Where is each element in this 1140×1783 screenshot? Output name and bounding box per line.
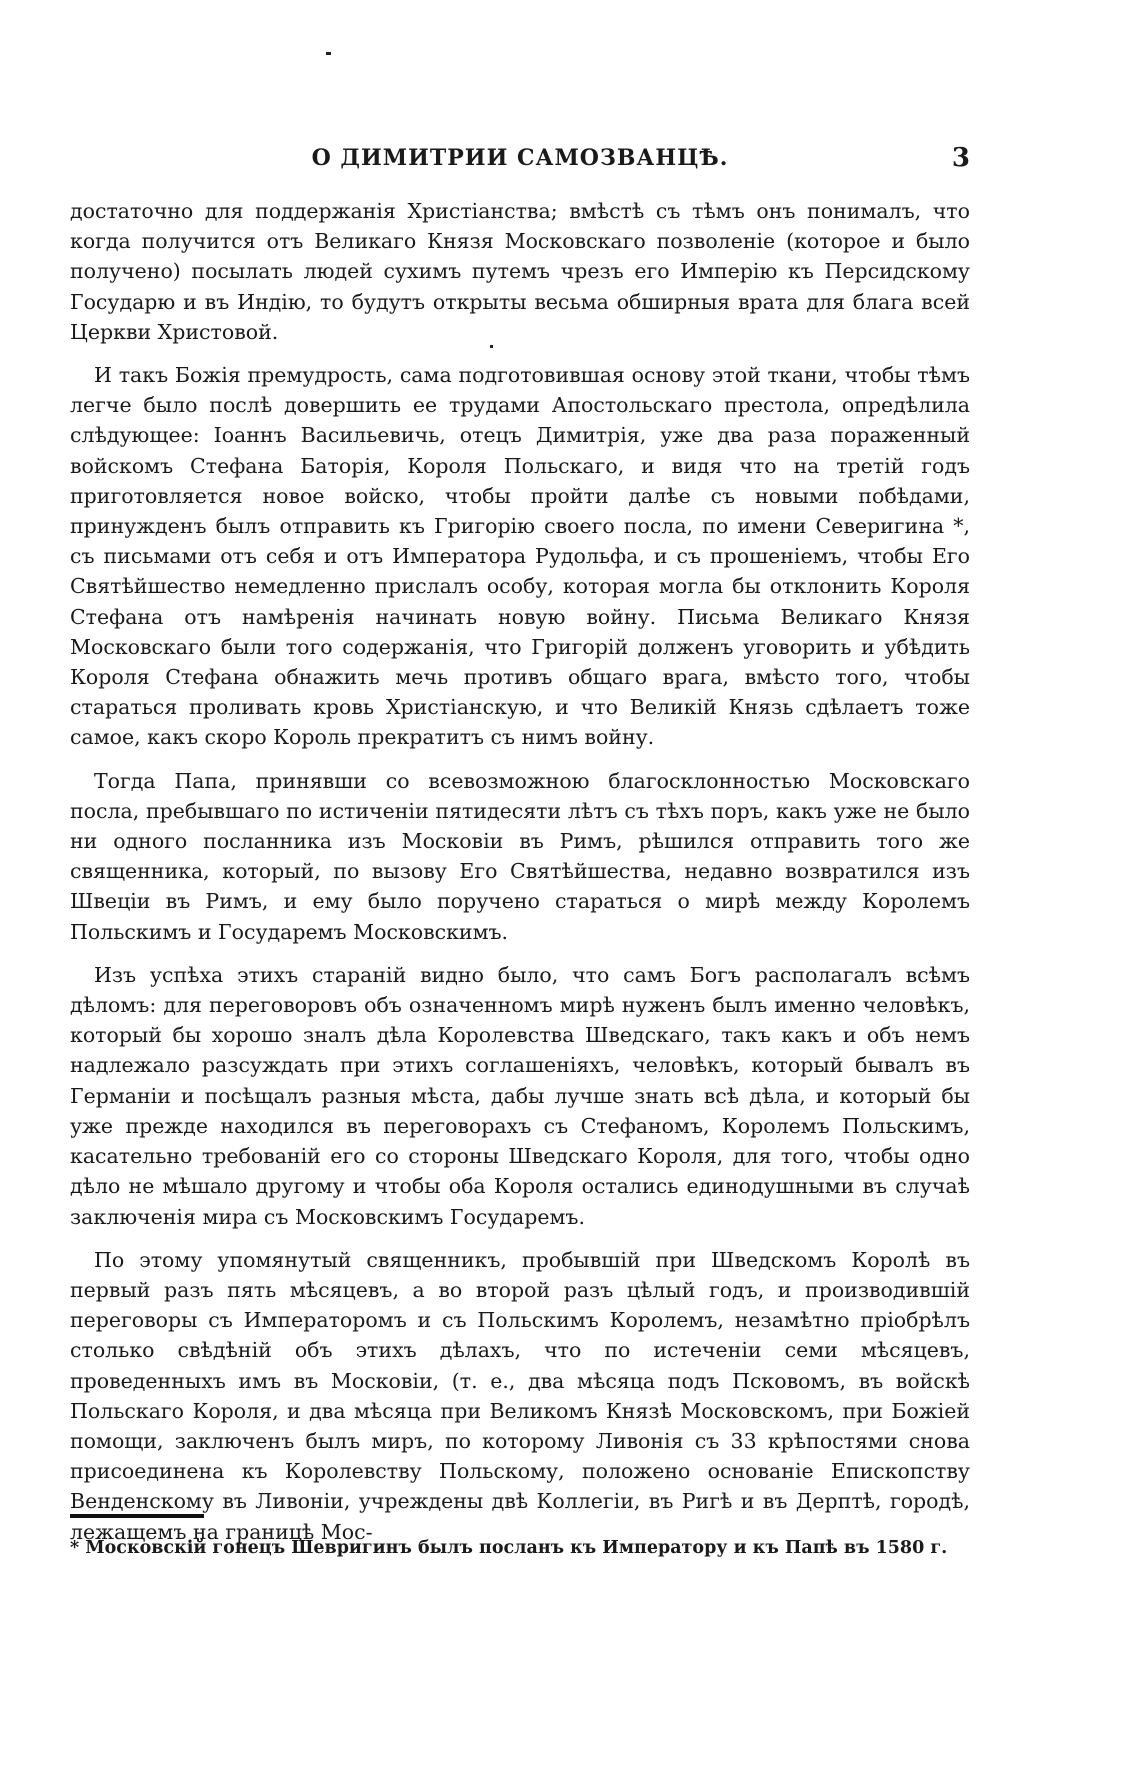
running-title: О ДИМИТРИИ САМОЗВАНЦѢ. (311, 145, 729, 171)
footnote-rule (70, 1514, 204, 1518)
paragraph: Изъ успѣха этихъ стараній видно было, что самъ Богъ располагалъ всѣмъ дѣломъ: для переговоровъ объ означенномъ мирѣ нуженъ былъ именно человѣкъ, который бы хорошо зналъ дѣла Королевства Шведскаго, такъ какъ и объ немъ надлежало разсуждать при этихъ соглашеніяхъ, человѣкъ, который бывалъ въ Германіи и посѣщалъ разныя мѣста, дабы лучше знать всѣ дѣла, и который бы уже прежде находился въ переговорахъ съ Стефаномъ, Королемъ Польскимъ, касательно требованій его со стороны Шведскаго Короля, для того, чтобы одно дѣло не мѣшало другому и чтобы оба Короля остались единодушными въ случаѣ заключенія мира съ Московскимъ Государемъ. (70, 962, 970, 1229)
paragraph: Тогда Папа, принявши со всевозможною благосклонностью Московскаго посла, пребывшаго по истиченіи пятидесяти лѣтъ съ тѣхъ поръ, какъ уже не было ни одного посланника изъ Московіи въ Римъ, рѣшился отправить того же священника, который, по вызову Его Святѣйшества, недавно возвратился изъ Швеціи въ Римъ, и ему было поручено стараться о мирѣ между Королемъ Польскимъ и Государемъ Московскимъ. (70, 768, 970, 944)
paragraph: По этому упомянутый священникъ, пробывшій при Шведскомъ Королѣ въ первый разъ пять мѣсяцевъ, а во второй разъ цѣлый годъ, и производившій переговоры съ Императоромъ и съ Польскимъ Королемъ, незамѣтно пріобрѣлъ столько свѣдѣній объ этихъ дѣлахъ, что по истеченіи семи мѣсяцевъ, проведенныхъ имъ въ Московіи, (т. е., два мѣсяца подъ Псковомъ, въ войскѣ Польскаго Короля, и два мѣсяца при Великомъ Князѣ Московскомъ, при Божіей помощи, заключенъ былъ миръ, по которому Ливонія съ 33 крѣпостями снова присоединена къ Королевству Польскому, положено основаніе Епископству Венденскому въ Ливоніи, учреждены двѣ Коллегіи, въ Ригѣ и въ Дерптѣ, городѣ, лежащемъ на границѣ Мос- (70, 1247, 970, 1544)
body-text (70, 196, 970, 1547)
ink-speck (326, 52, 331, 55)
page-header (70, 145, 970, 185)
paragraph: И такъ Божія премудрость, сама подготовившая основу этой ткани, чтобы тѣмъ легче было послѣ довершить ее трудами Апостольскаго престола, опредѣлила слѣдующее: Іоаннъ Васильевичь, отецъ Димитрія, уже два раза пораженный войскомъ Стефана Баторія, Короля Польскаго, и видя что на третій годъ приготовляется новое войско, чтобы пройти далѣе съ новыми побѣдами, принужденъ былъ отправить къ Григорію своего посла, по имени Северигина *, съ письмами отъ себя и отъ Императора Рудольфа, и съ прошеніемъ, чтобы Его Святѣйшество немедленно прислалъ особу, которая могла бы отклонить Короля Стефана отъ намѣренія начинать новую войну. Письма Великаго Князя Московскаго были того содержанія, что Григорій долженъ уговорить и убѣдить Короля Стефана обнажить мечь противъ общаго врага, вмѣсто того, чтобы стараться проливать кровь Христіанскую, и что Великій Князь сдѣлаетъ тоже самое, какъ скоро Король прекратитъ съ нимъ войну. (70, 363, 970, 750)
paragraph: достаточно для поддержанія Христіанства; вмѣстѣ съ тѣмъ онъ понималъ, что когда получится отъ Великаго Князя Московскаго позволеніе (которое и было получено) посылать людей сухимъ путемъ чрезъ его Имперію къ Персидскому Государю и въ Индію, то будутъ открыты весьма обширныя врата для блага всей Церкви Христовой. (70, 199, 970, 344)
page-number: 3 (951, 143, 970, 173)
footnote: * Московскій гонецъ Шевригинъ былъ посланъ къ Императору и къ Папѣ въ 1580 г. (70, 1538, 948, 1558)
